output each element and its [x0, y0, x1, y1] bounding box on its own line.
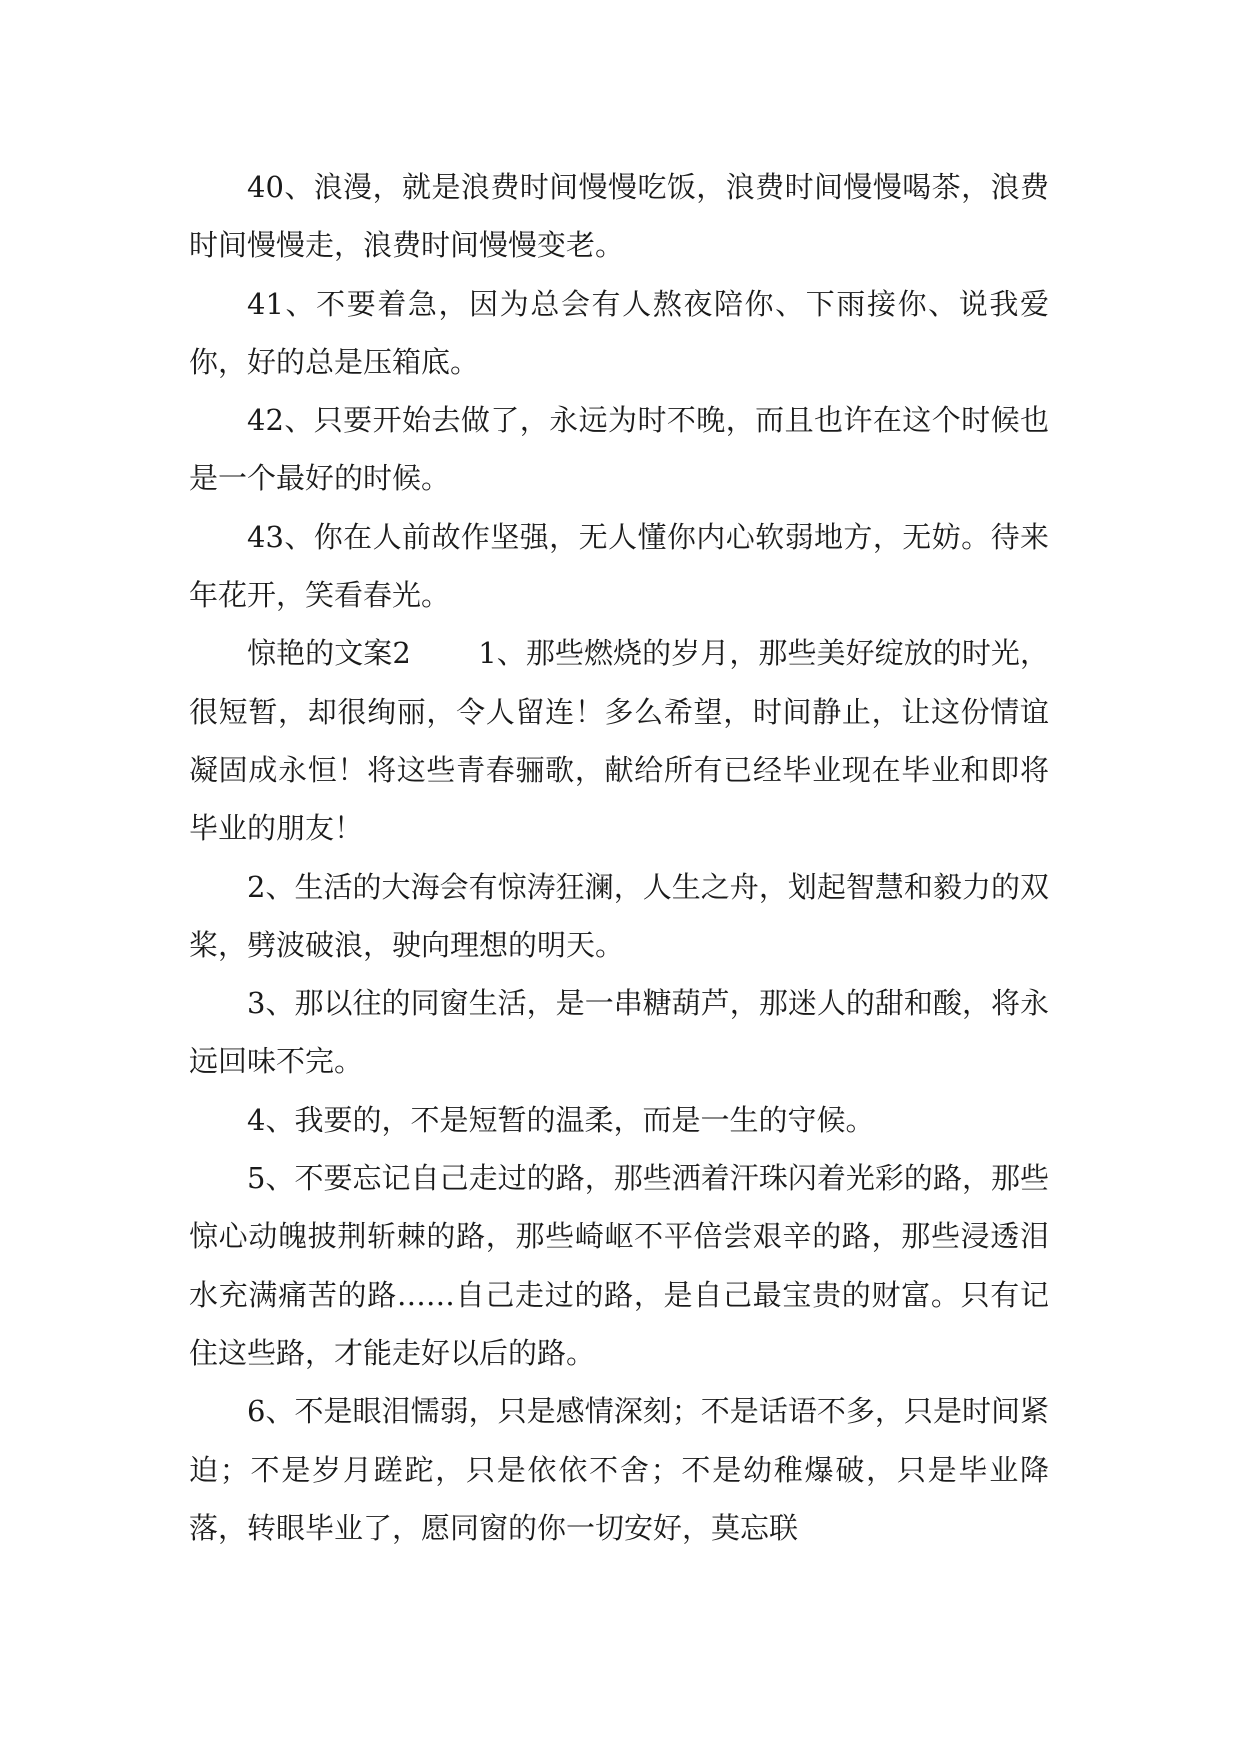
paragraph-42: 42、只要开始去做了，永远为时不晚，而且也许在这个时候也是一个最好的时候。: [189, 403, 1049, 496]
paragraph-3: 3、那以往的同窗生活，是一串糖葫芦，那迷人的甜和酸，将永远回味不完。: [189, 986, 1049, 1079]
section-heading-paragraph: 惊艳的文案2 1、那些燃烧的岁月，那些美好绽放的时光，很短暂，却很绚丽，令人留连！多么希望，时间静止，让这份情谊凝固成永恒！将这些青春骊歌，献给所有已经毕业现在毕业和即将毕业的朋友！: [189, 636, 1049, 846]
paragraph-6: 6、不是眼泪懦弱，只是感情深刻；不是话语不多，只是时间紧迫；不是岁月蹉跎，只是依依不舍；不是幼稚爆破，只是毕业降落，转眼毕业了，愿同窗的你一切安好，莫忘联: [189, 1394, 1049, 1545]
paragraph-40: 40、浪漫，就是浪费时间慢慢吃饭，浪费时间慢慢喝茶，浪费时间慢慢走，浪费时间慢慢变老。: [189, 170, 1049, 263]
paragraph-4: 4、我要的，不是短暂的温柔，而是一生的守候。: [247, 1102, 875, 1137]
paragraph-5: 5、不要忘记自己走过的路，那些洒着汗珠闪着光彩的路，那些惊心动魄披荆斩棘的路，那些崎岖不平倍尝艰辛的路，那些浸透泪水充满痛苦的路……自己走过的路，是自己最宝贵的财富。只有记住这些路，才能走好以后的路。: [189, 1161, 1049, 1370]
paragraph-2: 2、生活的大海会有惊涛狂澜，人生之舟，划起智慧和毅力的双桨，劈波破浪，驶向理想的明天。: [189, 869, 1049, 962]
paragraph-41: 41、不要着急，因为总会有人熬夜陪你、下雨接你、说我爱你，好的总是压箱底。: [189, 286, 1049, 379]
paragraph-43: 43、你在人前故作坚强，无人懂你内心软弱地方，无妨。待来年花开，笑看春光。: [189, 519, 1049, 613]
document-body: [189, 158, 1049, 1557]
